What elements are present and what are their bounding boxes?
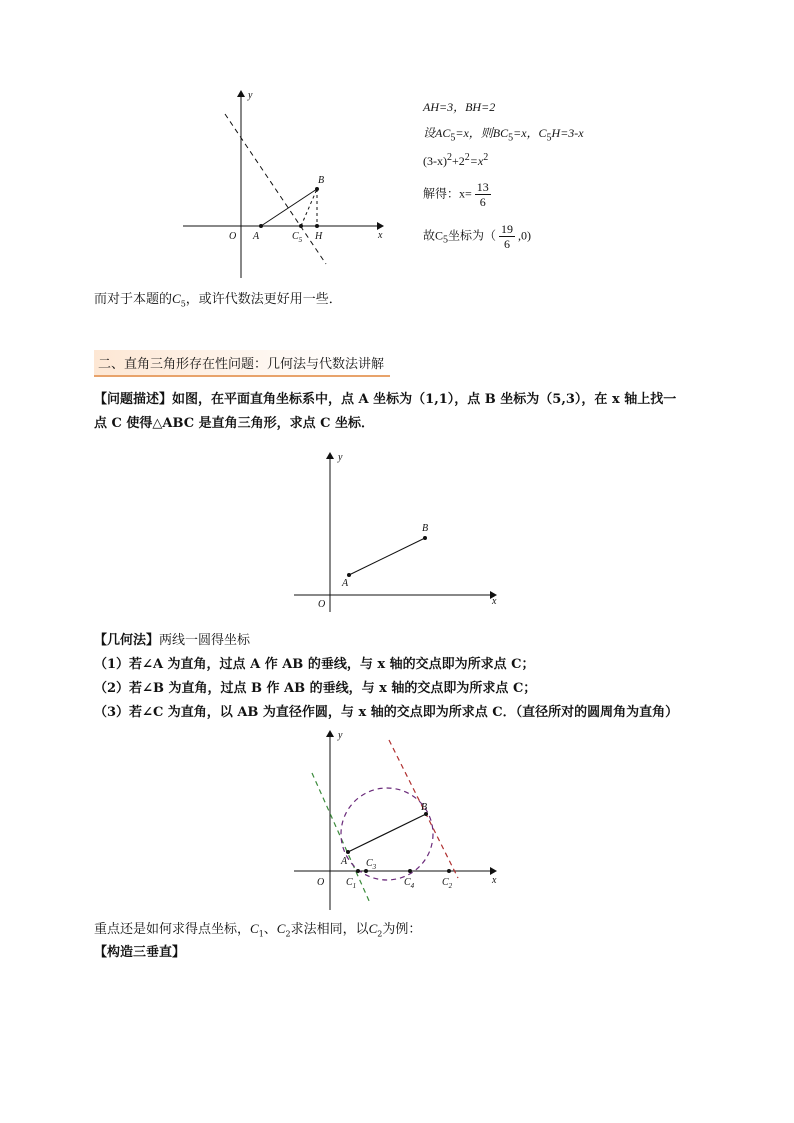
point-A bbox=[346, 850, 350, 854]
C4-label: $C_4$ bbox=[404, 877, 415, 890]
point-A bbox=[259, 224, 263, 228]
figure-2-diagram bbox=[288, 450, 503, 615]
C3-label: $C_3$ bbox=[366, 858, 377, 871]
A-label: A bbox=[341, 856, 348, 867]
B-label: B bbox=[421, 802, 428, 813]
method-item-1: （1）若∠A 为直角，过点 A 作 AB 的垂线，与 x 轴的交点即为所求点 C； bbox=[94, 657, 535, 672]
B-label: B bbox=[422, 523, 429, 534]
point-C2 bbox=[447, 869, 451, 873]
point-C3 bbox=[364, 869, 368, 873]
method-heading: 【几何法】两线一圆得坐标 bbox=[94, 633, 251, 648]
work-line-5: 故$C_5$坐标为（ $\frac{19}{6}$ ,0) bbox=[423, 222, 532, 251]
C5-label: $C_5$ bbox=[292, 231, 303, 244]
origin-label: O bbox=[317, 877, 325, 888]
work-line-2: 设$AC_5=x$，则$BC_5=x$，$C_5H=3-x$ bbox=[423, 126, 584, 144]
method-item-2: （2）若∠B 为直角，过点 B 作 AB 的垂线，与 x 轴的交点即为所求点 C； bbox=[94, 681, 537, 696]
B-label: B bbox=[318, 175, 325, 186]
point-H bbox=[315, 224, 319, 228]
x-label: x bbox=[492, 875, 497, 886]
H-label: H bbox=[315, 231, 323, 242]
circle-AB-diameter bbox=[341, 788, 433, 880]
point-C4 bbox=[408, 869, 412, 873]
A-label: A bbox=[342, 578, 349, 589]
problem-line-1: 【问题描述】如图，在平面直角坐标系中，点 A 坐标为（1,1），点 B 坐标为（5,3），在 x 轴上找一 bbox=[94, 392, 677, 407]
y-label: y bbox=[248, 90, 253, 101]
section-title: 二、直角三角形存在性问题：几何法与代数法讲解 bbox=[94, 350, 390, 377]
construct-heading: 【构造三垂直】 bbox=[94, 945, 186, 960]
segment-AB bbox=[348, 814, 426, 852]
y-label: y bbox=[338, 452, 343, 463]
x-label: x bbox=[492, 596, 497, 607]
point-C1 bbox=[356, 869, 360, 873]
y-label: y bbox=[338, 730, 343, 741]
figure-1-diagram bbox=[178, 86, 393, 281]
perpendicular-bisector bbox=[225, 114, 326, 264]
point-B bbox=[423, 536, 427, 540]
segment-AB bbox=[349, 538, 425, 575]
point-A bbox=[347, 573, 351, 577]
note-line: 而对于本题的$C_5$，或许代数法更好用一些． bbox=[94, 291, 342, 309]
closing-line: 重点还是如何求得点坐标，$C_1$、$C_2$求法相同，以$C_2$为例： bbox=[94, 921, 422, 939]
point-B bbox=[315, 187, 319, 191]
A-label: A bbox=[253, 231, 260, 242]
problem-line-2: 点 C 使得△ABC 是直角三角形，求点 C 坐标． bbox=[94, 416, 374, 431]
work-line-4: 解得：x= $\frac{13}{6}$ bbox=[423, 180, 489, 209]
method-item-3: （3）若∠C 为直角，以 AB 为直径作圆，与 x 轴的交点即为所求点 C．（直径所对的圆周角为直角） bbox=[94, 705, 679, 720]
figure-3-diagram bbox=[288, 728, 503, 913]
work-line-1: AH=3，BH=2 bbox=[423, 100, 496, 114]
origin-label: O bbox=[318, 599, 326, 610]
origin-label: O bbox=[229, 231, 237, 242]
x-label: x bbox=[378, 230, 383, 241]
work-line-3: $(3-x)^2+2^2=x^2$ bbox=[423, 152, 489, 168]
C1-label: $C_1$ bbox=[346, 877, 357, 890]
C2-label: $C_2$ bbox=[442, 877, 453, 890]
point-C5 bbox=[299, 224, 303, 228]
